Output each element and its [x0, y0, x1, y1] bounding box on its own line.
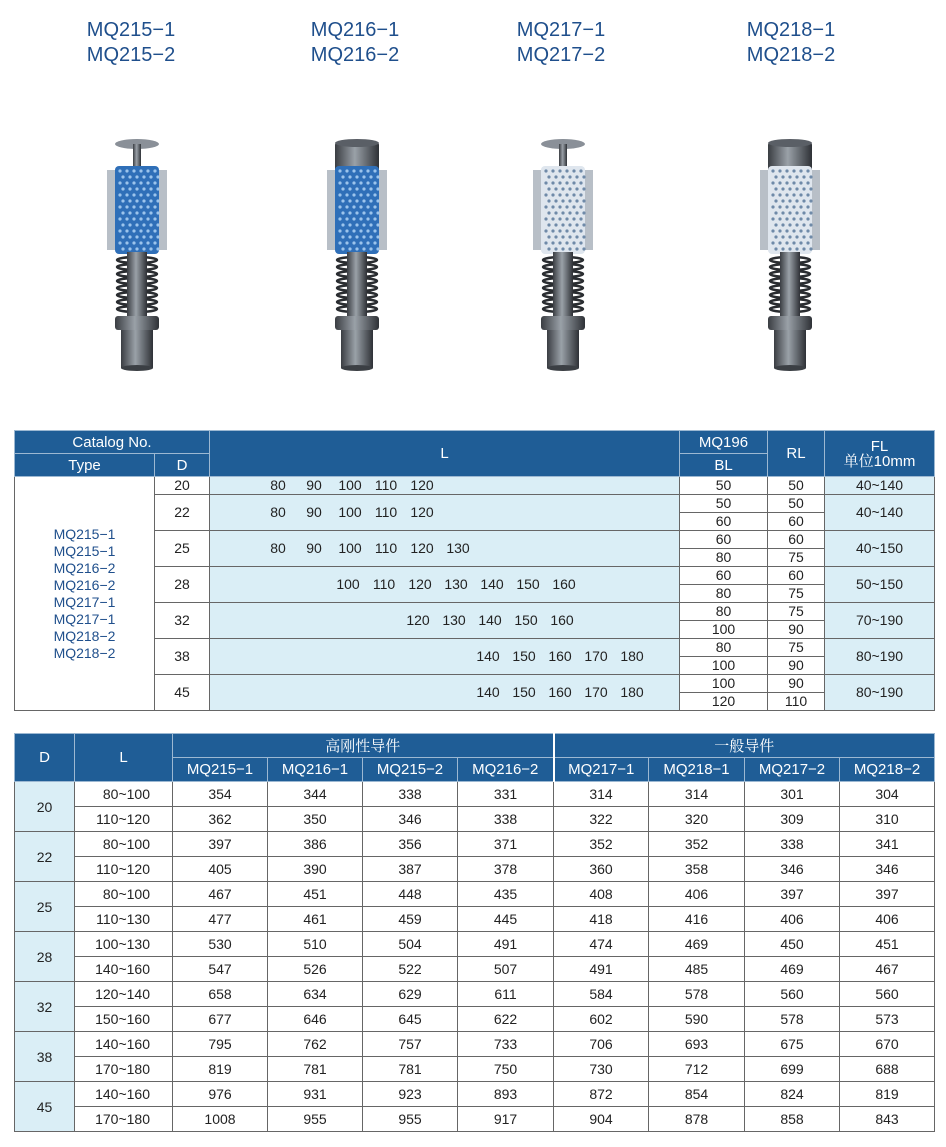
load-value: 397 — [745, 882, 840, 907]
fl-value: 40~140 — [825, 477, 935, 495]
load-value: 819 — [173, 1057, 268, 1082]
load-value: 461 — [268, 907, 363, 932]
model-column-header: MQ218−1 — [649, 758, 745, 782]
bl-value: 80 — [680, 639, 768, 657]
rl-value: 60 — [768, 531, 825, 549]
load-value: 693 — [649, 1032, 745, 1057]
load-value: 819 — [840, 1082, 935, 1107]
bl-value: 100 — [680, 675, 768, 693]
load-row — [15, 832, 935, 857]
type-item: MQ218−2 — [53, 627, 116, 644]
load-value: 526 — [268, 957, 363, 982]
unit-label: 单位10mm — [843, 452, 916, 470]
load-row — [15, 1082, 935, 1107]
bl-value: 60 — [680, 531, 768, 549]
l-value: 110 — [372, 576, 396, 592]
rl-value: 110 — [768, 693, 825, 711]
load-value: 371 — [458, 832, 554, 857]
l-value: 90 — [306, 540, 322, 556]
guide-post-image — [77, 138, 197, 374]
bl-value: 60 — [680, 513, 768, 531]
bl-value: 100 — [680, 657, 768, 675]
l-value: 130 — [442, 612, 466, 628]
load-value: 858 — [745, 1107, 840, 1132]
load-value: 699 — [745, 1057, 840, 1082]
d-header: D — [155, 454, 210, 477]
l-range: 110~120 — [75, 807, 173, 832]
load-value: 346 — [840, 857, 935, 882]
dimension-row — [15, 477, 935, 495]
fl-value: 50~150 — [825, 567, 935, 603]
load-value: 406 — [840, 907, 935, 932]
l-value: 150 — [512, 684, 536, 700]
mq196-header: MQ196 — [680, 431, 768, 454]
load-value: 893 — [458, 1082, 554, 1107]
fl-value: 40~140 — [825, 495, 935, 531]
d-value: 32 — [155, 603, 210, 639]
load-value: 762 — [268, 1032, 363, 1057]
load-value: 645 — [363, 1007, 458, 1032]
load-value: 578 — [745, 1007, 840, 1032]
load-value: 646 — [268, 1007, 363, 1032]
l-values — [210, 639, 680, 675]
load-value: 344 — [268, 782, 363, 807]
load-value: 584 — [554, 982, 649, 1007]
load-value: 354 — [173, 782, 268, 807]
product-title-3 — [486, 18, 636, 68]
load-value: 675 — [745, 1032, 840, 1057]
type-item: MQ217−1 — [53, 610, 116, 627]
load-value: 795 — [173, 1032, 268, 1057]
l-value: 140 — [476, 684, 500, 700]
load-value: 469 — [649, 932, 745, 957]
model-column-header: MQ217−1 — [554, 758, 649, 782]
l-range: 150~160 — [75, 1007, 173, 1032]
l-values — [210, 567, 680, 603]
d-value: 20 — [15, 782, 75, 832]
product-title-1 — [56, 18, 206, 68]
l-value: 120 — [410, 504, 434, 520]
load-value: 1008 — [173, 1107, 268, 1132]
load-value: 750 — [458, 1057, 554, 1082]
bl-header: BL — [680, 454, 768, 477]
l-value: 130 — [446, 540, 470, 556]
l-value: 170 — [584, 648, 608, 664]
load-value: 976 — [173, 1082, 268, 1107]
type-item: MQ218−2 — [53, 644, 116, 661]
load-value: 451 — [268, 882, 363, 907]
load-value: 477 — [173, 907, 268, 932]
load-value: 602 — [554, 1007, 649, 1032]
load-value: 301 — [745, 782, 840, 807]
rl-value: 75 — [768, 585, 825, 603]
load-value: 629 — [363, 982, 458, 1007]
model-column-header: MQ215−1 — [173, 758, 268, 782]
load-value: 504 — [363, 932, 458, 957]
d-value: 28 — [15, 932, 75, 982]
d-value: 45 — [155, 675, 210, 711]
group-high-rigidity: 高刚性导件 — [173, 734, 554, 758]
fl-value: 40~150 — [825, 531, 935, 567]
l-range: 120~140 — [75, 982, 173, 1007]
product-title-2 — [280, 18, 430, 68]
load-row — [15, 932, 935, 957]
l-value: 160 — [548, 648, 572, 664]
load-value: 485 — [649, 957, 745, 982]
l-range: 100~130 — [75, 932, 173, 957]
load-value: 547 — [173, 957, 268, 982]
l-value: 140 — [476, 648, 500, 664]
load-value: 931 — [268, 1082, 363, 1107]
load-value: 706 — [554, 1032, 649, 1057]
l-value: 80 — [270, 504, 286, 520]
rl-value: 50 — [768, 495, 825, 513]
load-value: 390 — [268, 857, 363, 882]
load-row — [15, 1032, 935, 1057]
load-value: 405 — [173, 857, 268, 882]
l-value: 180 — [620, 684, 644, 700]
load-value: 578 — [649, 982, 745, 1007]
l-range: 80~100 — [75, 782, 173, 807]
l-values — [210, 495, 680, 531]
model-column-header: MQ218−2 — [840, 758, 935, 782]
load-row — [15, 957, 935, 982]
l-value: 100 — [336, 576, 360, 592]
load-row — [15, 857, 935, 882]
guide-post-image — [297, 138, 417, 374]
l-range: 80~100 — [75, 882, 173, 907]
product-code: MQ217−2 — [516, 44, 606, 66]
load-value: 757 — [363, 1032, 458, 1057]
l-value: 100 — [338, 504, 362, 520]
load-value: 346 — [363, 807, 458, 832]
fl-label: FL — [870, 437, 889, 455]
load-value: 560 — [745, 982, 840, 1007]
load-value: 923 — [363, 1082, 458, 1107]
l-range: 110~130 — [75, 907, 173, 932]
bl-value: 60 — [680, 567, 768, 585]
l-range: 80~100 — [75, 832, 173, 857]
load-value: 670 — [840, 1032, 935, 1057]
load-value: 878 — [649, 1107, 745, 1132]
bl-value: 50 — [680, 495, 768, 513]
l-value: 140 — [480, 576, 504, 592]
load-value: 358 — [649, 857, 745, 882]
load-value: 854 — [649, 1082, 745, 1107]
rl-value: 75 — [768, 639, 825, 657]
load-value: 338 — [745, 832, 840, 857]
rl-value: 75 — [768, 549, 825, 567]
load-value: 781 — [363, 1057, 458, 1082]
l-value: 160 — [552, 576, 576, 592]
bl-value: 100 — [680, 621, 768, 639]
l-value: 160 — [550, 612, 574, 628]
load-value: 310 — [840, 807, 935, 832]
rl-value: 60 — [768, 513, 825, 531]
l-value: 80 — [270, 540, 286, 556]
load-value: 843 — [840, 1107, 935, 1132]
load-value: 955 — [268, 1107, 363, 1132]
l-range: 170~180 — [75, 1107, 173, 1132]
product-code: MQ217−1 — [516, 19, 606, 41]
load-value: 824 — [745, 1082, 840, 1107]
load-value: 352 — [649, 832, 745, 857]
load-value: 356 — [363, 832, 458, 857]
load-value: 491 — [554, 957, 649, 982]
d-value: 20 — [155, 477, 210, 495]
load-row — [15, 982, 935, 1007]
load-value: 406 — [745, 907, 840, 932]
l-values — [210, 531, 680, 567]
d-value: 38 — [15, 1032, 75, 1082]
rl-value: 90 — [768, 621, 825, 639]
load-value: 469 — [745, 957, 840, 982]
l-value: 100 — [338, 477, 362, 493]
load-value: 733 — [458, 1032, 554, 1057]
product-code: MQ216−2 — [310, 44, 400, 66]
load-value: 338 — [363, 782, 458, 807]
load-value: 352 — [554, 832, 649, 857]
l-value: 90 — [306, 504, 322, 520]
model-column-header: MQ215−2 — [363, 758, 458, 782]
model-column-header: MQ216−1 — [268, 758, 363, 782]
bl-value: 80 — [680, 585, 768, 603]
type-item: MQ215−1 — [53, 525, 116, 542]
bl-value: 50 — [680, 477, 768, 495]
bl-value: 120 — [680, 693, 768, 711]
load-value: 331 — [458, 782, 554, 807]
load-value: 634 — [268, 982, 363, 1007]
load-value: 491 — [458, 932, 554, 957]
l-value: 180 — [620, 648, 644, 664]
load-row — [15, 782, 935, 807]
load-value: 658 — [173, 982, 268, 1007]
load-value: 904 — [554, 1107, 649, 1132]
fl-header — [825, 431, 935, 477]
rl-value: 50 — [768, 477, 825, 495]
load-value: 467 — [840, 957, 935, 982]
type-item: MQ216−2 — [53, 576, 116, 593]
load-value: 346 — [745, 857, 840, 882]
load-value: 360 — [554, 857, 649, 882]
load-value: 507 — [458, 957, 554, 982]
l-value: 110 — [374, 540, 398, 556]
l-range: 140~160 — [75, 1082, 173, 1107]
load-value: 320 — [649, 807, 745, 832]
load-row — [15, 1107, 935, 1132]
rl-value: 90 — [768, 657, 825, 675]
d-value: 28 — [155, 567, 210, 603]
l-value: 150 — [516, 576, 540, 592]
load-value: 459 — [363, 907, 458, 932]
load-row — [15, 1007, 935, 1032]
load-value: 560 — [840, 982, 935, 1007]
load-value: 386 — [268, 832, 363, 857]
load-value: 322 — [554, 807, 649, 832]
l-value: 120 — [408, 576, 432, 592]
load-row — [15, 1057, 935, 1082]
load-value: 338 — [458, 807, 554, 832]
load-value: 955 — [363, 1107, 458, 1132]
load-value: 730 — [554, 1057, 649, 1082]
d-value: 38 — [155, 639, 210, 675]
d-value: 45 — [15, 1082, 75, 1132]
l-value: 120 — [406, 612, 430, 628]
l-values — [210, 477, 680, 495]
load-value: 467 — [173, 882, 268, 907]
load-value: 314 — [649, 782, 745, 807]
load-value: 917 — [458, 1107, 554, 1132]
fl-value: 80~190 — [825, 639, 935, 675]
load-value: 418 — [554, 907, 649, 932]
load-value: 474 — [554, 932, 649, 957]
l-value: 80 — [270, 477, 286, 493]
l-values — [210, 675, 680, 711]
d-header: D — [15, 734, 75, 782]
d-value: 25 — [15, 882, 75, 932]
type-item: MQ217−1 — [53, 593, 116, 610]
d-value: 25 — [155, 531, 210, 567]
load-value: 387 — [363, 857, 458, 882]
model-column-header: MQ216−2 — [458, 758, 554, 782]
l-value: 160 — [548, 684, 572, 700]
load-row — [15, 907, 935, 932]
dimension-table — [14, 430, 935, 711]
bl-value: 80 — [680, 603, 768, 621]
rl-value: 90 — [768, 675, 825, 693]
load-value: 510 — [268, 932, 363, 957]
load-value: 408 — [554, 882, 649, 907]
rl-header: RL — [768, 431, 825, 477]
load-value: 522 — [363, 957, 458, 982]
product-code: MQ216−1 — [310, 19, 400, 41]
load-value: 406 — [649, 882, 745, 907]
load-value: 688 — [840, 1057, 935, 1082]
l-range: 140~160 — [75, 957, 173, 982]
l-value: 170 — [584, 684, 608, 700]
load-value: 622 — [458, 1007, 554, 1032]
l-value: 90 — [306, 477, 322, 493]
load-table — [14, 733, 935, 1132]
type-item: MQ215−1 — [53, 542, 116, 559]
guide-post-image — [730, 138, 850, 374]
load-row — [15, 882, 935, 907]
l-value: 150 — [512, 648, 536, 664]
l-value: 110 — [374, 477, 398, 493]
product-code: MQ218−1 — [746, 19, 836, 41]
model-column-header: MQ217−2 — [745, 758, 840, 782]
l-value: 110 — [374, 504, 398, 520]
group-general: 一般导件 — [554, 734, 935, 758]
l-range: 170~180 — [75, 1057, 173, 1082]
rl-value: 75 — [768, 603, 825, 621]
load-value: 712 — [649, 1057, 745, 1082]
d-value: 22 — [155, 495, 210, 531]
l-value: 130 — [444, 576, 468, 592]
load-row — [15, 807, 935, 832]
fl-value: 80~190 — [825, 675, 935, 711]
l-range: 140~160 — [75, 1032, 173, 1057]
catalog-header: Catalog No. — [15, 431, 210, 454]
load-value: 397 — [173, 832, 268, 857]
load-value: 611 — [458, 982, 554, 1007]
load-value: 451 — [840, 932, 935, 957]
bl-value: 80 — [680, 549, 768, 567]
d-value: 32 — [15, 982, 75, 1032]
load-value: 378 — [458, 857, 554, 882]
load-value: 781 — [268, 1057, 363, 1082]
load-value: 450 — [745, 932, 840, 957]
product-title-4 — [716, 18, 866, 68]
load-value: 530 — [173, 932, 268, 957]
load-value: 872 — [554, 1082, 649, 1107]
fl-value: 70~190 — [825, 603, 935, 639]
l-value: 140 — [478, 612, 502, 628]
l-header: L — [75, 734, 173, 782]
product-code: MQ218−2 — [746, 44, 836, 66]
load-value: 304 — [840, 782, 935, 807]
product-code: MQ215−1 — [86, 19, 176, 41]
load-value: 416 — [649, 907, 745, 932]
load-value: 590 — [649, 1007, 745, 1032]
load-value: 573 — [840, 1007, 935, 1032]
l-header: L — [210, 431, 680, 477]
product-code: MQ215−2 — [86, 44, 176, 66]
type-item: MQ216−2 — [53, 559, 116, 576]
load-value: 309 — [745, 807, 840, 832]
guide-post-image — [503, 138, 623, 374]
load-value: 677 — [173, 1007, 268, 1032]
l-value: 120 — [410, 540, 434, 556]
l-value: 100 — [338, 540, 362, 556]
load-value: 397 — [840, 882, 935, 907]
load-value: 435 — [458, 882, 554, 907]
load-value: 314 — [554, 782, 649, 807]
l-values — [210, 603, 680, 639]
l-range: 110~120 — [75, 857, 173, 882]
type-header: Type — [15, 454, 155, 477]
l-value: 120 — [410, 477, 434, 493]
load-value: 445 — [458, 907, 554, 932]
d-value: 22 — [15, 832, 75, 882]
rl-value: 60 — [768, 567, 825, 585]
load-value: 341 — [840, 832, 935, 857]
l-value: 150 — [514, 612, 538, 628]
type-list — [15, 477, 155, 711]
load-value: 362 — [173, 807, 268, 832]
load-value: 350 — [268, 807, 363, 832]
load-value: 448 — [363, 882, 458, 907]
